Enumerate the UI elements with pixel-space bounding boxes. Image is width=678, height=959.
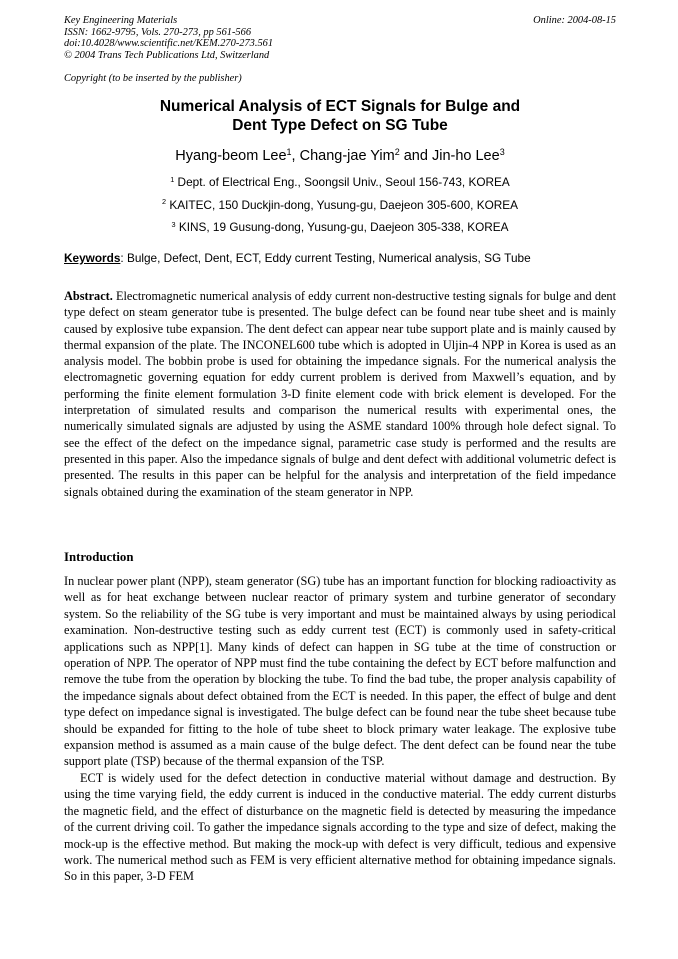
abstract-label: Abstract. — [64, 289, 113, 303]
journal-header — [64, 15, 616, 61]
online-date: Online: 2004-08-15 — [533, 15, 616, 26]
issn-line: ISSN: 1662-9795, Vols. 270-273, pp 561-566 — [64, 26, 252, 38]
title-line-1: Numerical Analysis of ECT Signals for Bulge and — [159, 98, 521, 115]
doi-line: doi:10.4028/www.scientific.net/KEM.270-273.561 — [64, 38, 274, 49]
author-list — [64, 148, 616, 164]
journal-name: Key Engineering Materials — [64, 15, 178, 26]
affiliation — [64, 172, 616, 195]
keywords-text: Bulge, Defect, Dent, ECT, Eddy current Testing, Numerical analysis, SG Tube — [123, 251, 531, 265]
author-separator: and — [399, 148, 432, 164]
title-line-2: Dent Type Defect on SG Tube — [232, 117, 448, 134]
introduction-heading: Introduction — [64, 550, 134, 564]
affiliation-text: KAITEC, 150 Duckjin-dong, Yusung-gu, Daejeon 305-600, KOREA — [169, 197, 518, 212]
paragraph: In nuclear power plant (NPP), steam generator (SG) tube has an important function for blocking radioactivity as well as for heat exchange between nuclear reactor of primary system and turbine generator of secondary system. So the reliability of the SG tube is very important and must be maintained always by using periodical examination. Non-destructive testing such as eddy current test (ECT) is commonly used in safety-critical applications such as NPP[1]. Many kinds of defect can happen in SG tube at the time of construction or operation of NPP. The operator of NPP must find the tube containing the defect by ECT before malfunction and remove the tube from the operation by blocking the tube. To find the bad tube, the proper analysis capability of the impedance signals about defect obtained from the ECT is needed. In this paper, the effect of bulge and dent type defect on impedance signal is investigated. The bulge defect can be found near the tube sheet because tube should be expanded for fitting to the hole of tube sheet to block primary water leakage. The explosive tube expansion method is assumed as a main cause of the bulge defect. The dent defect can be found near the tube support plate (TSP) because of the thermal expansion of the TSP. — [64, 574, 616, 769]
abstract — [64, 288, 616, 500]
keywords-colon: : — [120, 251, 124, 265]
affiliation — [64, 217, 616, 240]
introduction-body — [64, 573, 616, 885]
author-name: Hyang-beom Lee — [175, 148, 287, 164]
publisher-line: © 2004 Trans Tech Publications Ltd, Switzerland — [64, 49, 270, 61]
keywords-label: Keywords — [64, 251, 121, 265]
author-name: Jin-ho Lee — [431, 148, 500, 164]
affiliations — [64, 172, 616, 240]
paragraph: ECT is widely used for the defect detection in conductive material without damage and destruction. By using the time varying field, the eddy current is induced in the conductive material. The eddy current disturbs the magnetic field, and the effect of disturbance on the magnetic field is detected by measuring the impedance of the current driving coil. To gather the impedance signals according to the type and size of defect, making the mock-up is the effective method. But making the mock-up with defect is very difficult, tedious and expensive work. The numerical method such as FEM is very efficient alternative method for obtaining impedance signals. So in this paper, 3-D FEM — [64, 770, 616, 884]
affiliation-mark: 1 — [170, 174, 175, 184]
author-affil-mark: 3 — [499, 147, 505, 158]
affiliation-text: Dept. of Electrical Eng., Soongsil Univ., Seoul 156-743, KOREA — [177, 175, 510, 189]
abstract-text: Electromagnetic numerical analysis of eddy current non-destructive testing signals for bulge and dent type defect on steam generator tube is presented. The bulge defect can be found near tube sheet and is mainly caused by explosive tube expansion. The dent defect can appear near tube support plate and is mainly caused by thermal expansion of the plate. The INCONEL600 tube which is adopted in Uljin-4 NPP in Korea is used as an analysis model. The bobbin probe is used for obtaining the impedance signals. For the numerical analysis the electromagnetic governing equation for eddy current problem is derived from Maxwell’s equation, and by performing the finite element formulation 3-D finite element code with brick element is developed. For the interpretation of simulated results and comparison the numerical results with experimental ones, the numerically simulated signals are adjusted by using the ASME standard 100% through hole defect signal. To see the effect of the defect on the impedance signal, parametric case study is performed and the results are presented in this paper. Also the impedance signals of bulge and dent defect with additional volumetric defect is presented. The results in this paper can be helpful for the analysis and interpretation of the field impedance signals obtained during the examination of the steam generator in NPP. — [64, 289, 616, 499]
author-separator: , — [291, 148, 300, 164]
author-affil-mark: 2 — [394, 147, 400, 158]
keywords — [64, 251, 624, 265]
affiliation-text: KINS, 19 Gusung-dong, Yusung-gu, Daejeon 305-338, KOREA — [178, 220, 509, 234]
affiliation-mark: 3 — [171, 219, 176, 229]
copyright-note: Copyright (to be inserted by the publisher) — [64, 73, 242, 84]
paper-title — [64, 97, 616, 135]
affiliation-mark: 2 — [162, 197, 167, 207]
author-name: Chang-jae Yim — [299, 148, 395, 164]
author-affil-mark: 1 — [286, 147, 292, 158]
affiliation — [64, 195, 616, 218]
